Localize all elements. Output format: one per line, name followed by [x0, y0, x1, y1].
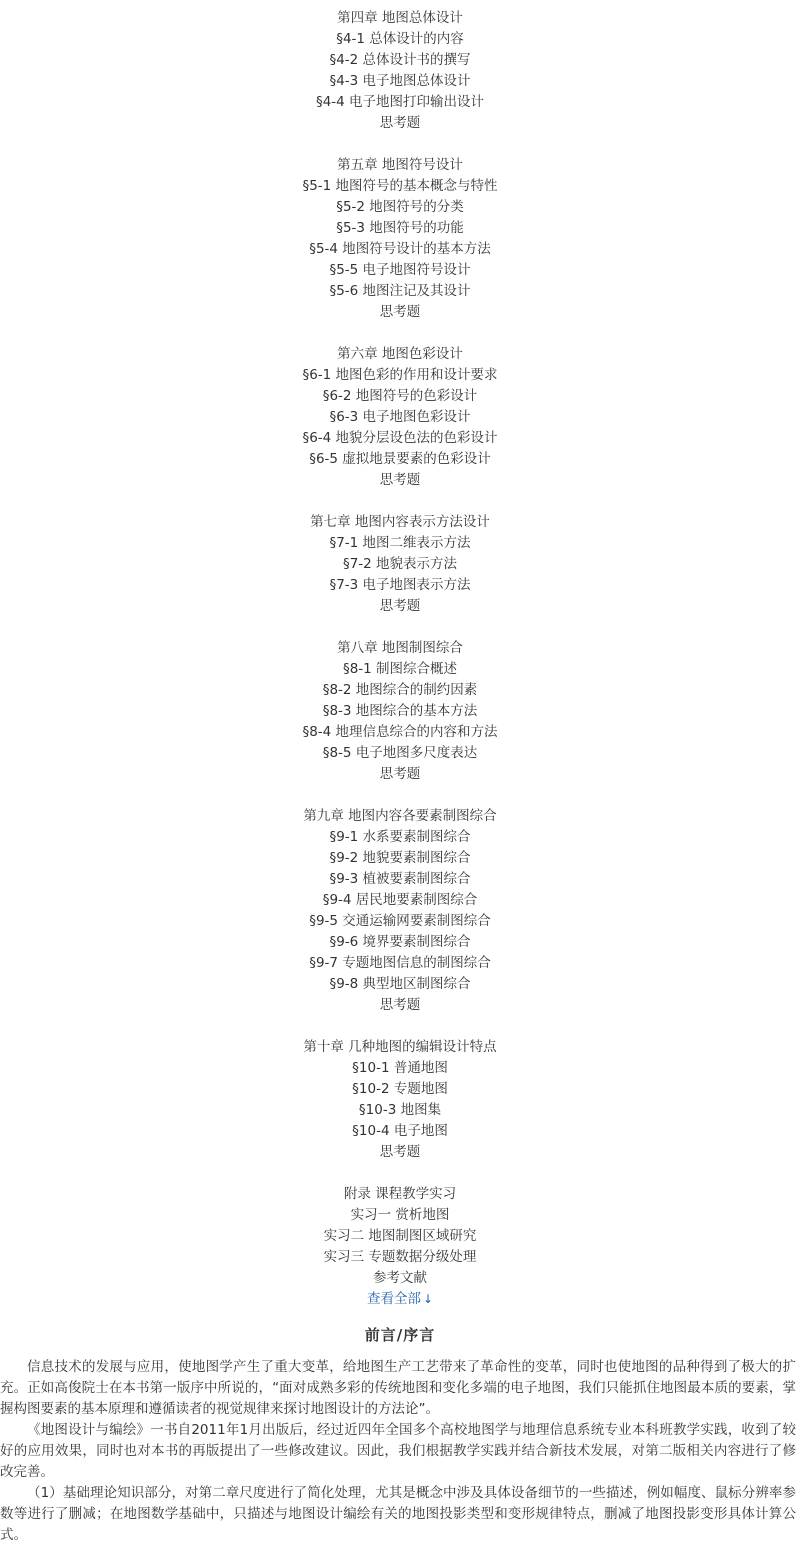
toc-item: 参考文献	[373, 1270, 427, 1286]
toc-item: §7-3 电子地图表示方法	[329, 577, 471, 593]
toc-item: 思考题	[379, 997, 421, 1013]
toc-item: 思考题	[379, 304, 421, 320]
toc-chapter-title: 第五章 地图符号设计	[337, 157, 463, 173]
toc-item: 实习二 地图制图区域研究	[323, 1228, 477, 1244]
section-spacer	[0, 1016, 800, 1037]
section-spacer	[0, 134, 800, 155]
toc-item: 实习一 赏析地图	[350, 1207, 450, 1223]
toc-item: §9-3 植被要素制图综合	[329, 871, 471, 887]
toc-item: §5-2 地图符号的分类	[336, 199, 464, 215]
preface-paragraph-2: 《地图设计与编绘》一书自2011年1月出版后，经过近四年全国多个高校地图学与地理信息系统专业本科班教学实践，收到了较好的应用效果，同时也对本书的再版提出了一些修改建议。因此，我们根据教学实践并结合新技术发展，对第二版相关内容进行了修改完善。	[0, 1422, 796, 1480]
toc-item: §5-5 电子地图符号设计	[329, 262, 471, 278]
toc-item: §5-1 地图符号的基本概念与特性	[302, 178, 498, 194]
toc-item: 思考题	[379, 115, 421, 131]
toc-item: §8-3 地图综合的基本方法	[322, 703, 478, 719]
toc-item: §8-4 地理信息综合的内容和方法	[302, 724, 498, 740]
toc-item: §10-4 电子地图	[352, 1123, 448, 1139]
section-spacer	[0, 491, 800, 512]
toc-item: §10-2 专题地图	[352, 1081, 448, 1097]
toc-item: §10-3 地图集	[358, 1102, 442, 1118]
toc-chapter-title: 第八章 地图制图综合	[337, 640, 463, 656]
toc-chapter-title: 第六章 地图色彩设计	[337, 346, 463, 362]
toc-item: §4-3 电子地图总体设计	[329, 73, 471, 89]
toc-item: §8-5 电子地图多尺度表达	[322, 745, 478, 761]
toc-item: 思考题	[379, 472, 421, 488]
preface-paragraph-1: 信息技术的发展与应用，使地图学产生了重大变革，给地图生产工艺带来了革命性的变革，同时也使地图的品种得到了极大的扩充。正如高俊院士在本书第一版序中所说的，“面对成熟多彩的传统地图和变化多端的电子地图，我们只能抓住地图最本质的要素，掌握构图要素的基本原理和遵循读者的视觉规律来探讨地图设计的方法论”。	[0, 1359, 796, 1417]
toc-item: 思考题	[379, 766, 421, 782]
preface-body	[0, 1357, 800, 1546]
toc-item: §9-5 交通运输网要素制图综合	[309, 913, 491, 929]
toc-item: §5-6 地图注记及其设计	[329, 283, 471, 299]
preface-paragraph-3: （1）基础理论知识部分，对第二章尺度进行了简化处理，尤其是概念中涉及具体设备细节的一些描述，例如幅度、鼠标分辨率参数等进行了删减；在地图数学基础中，只描述与地图设计编绘有关的地图投影类型和变形规律特点，删减了地图投影变形具体计算公式。	[0, 1485, 796, 1543]
toc-item: §9-7 专题地图信息的制图综合	[309, 955, 491, 971]
section-spacer	[0, 785, 800, 806]
toc-chapter-title: 第四章 地图总体设计	[337, 10, 463, 26]
toc-item: §4-4 电子地图打印输出设计	[315, 94, 485, 110]
toc-item: §9-4 居民地要素制图综合	[322, 892, 478, 908]
section-spacer	[0, 617, 800, 638]
section-spacer	[0, 323, 800, 344]
toc-item: §9-1 水系要素制图综合	[329, 829, 471, 845]
toc-item: 思考题	[379, 598, 421, 614]
toc-item: 思考题	[379, 1144, 421, 1160]
section-spacer	[0, 1163, 800, 1184]
toc-chapter-title: 第七章 地图内容表示方法设计	[310, 514, 490, 530]
toc-item: §8-1 制图综合概述	[342, 661, 458, 677]
toc-item: 实习三 专题数据分级处理	[323, 1249, 477, 1265]
toc-item: §6-1 地图色彩的作用和设计要求	[302, 367, 498, 383]
toc-item: §9-2 地貌要素制图综合	[329, 850, 471, 866]
toc-item: §7-2 地貌表示方法	[342, 556, 458, 572]
toc-item: §4-2 总体设计书的撰写	[329, 52, 471, 68]
toc-item: §6-2 地图符号的色彩设计	[322, 388, 478, 404]
toc-item: §6-5 虚拟地景要素的色彩设计	[309, 451, 491, 467]
toc-item: §10-1 普通地图	[352, 1060, 448, 1076]
toc-item: §8-2 地图综合的制约因素	[322, 682, 478, 698]
toc-item: §6-3 电子地图色彩设计	[329, 409, 471, 425]
toc-item: §5-4 地图符号设计的基本方法	[309, 241, 491, 257]
toc-item: §5-3 地图符号的功能	[336, 220, 464, 236]
toc-item: §4-1 总体设计的内容	[336, 31, 464, 47]
view-all-label: 查看全部	[366, 1291, 421, 1307]
toc-item: §6-4 地貌分层设色法的色彩设计	[302, 430, 498, 446]
toc-chapter-title: 第九章 地图内容各要素制图综合	[303, 808, 497, 824]
toc-item: §7-1 地图二维表示方法	[329, 535, 471, 551]
toc-item: §9-8 典型地区制图综合	[329, 976, 471, 992]
toc-chapter-title: 第十章 几种地图的编辑设计特点	[303, 1039, 497, 1055]
view-all-link[interactable]	[0, 1289, 800, 1310]
toc-chapter-title: 附录 课程教学实习	[343, 1186, 457, 1202]
preface-title: 前言/序言	[364, 1326, 436, 1344]
down-arrow-icon: ↓	[422, 1292, 434, 1306]
toc-item: §9-6 境界要素制图综合	[329, 934, 471, 950]
